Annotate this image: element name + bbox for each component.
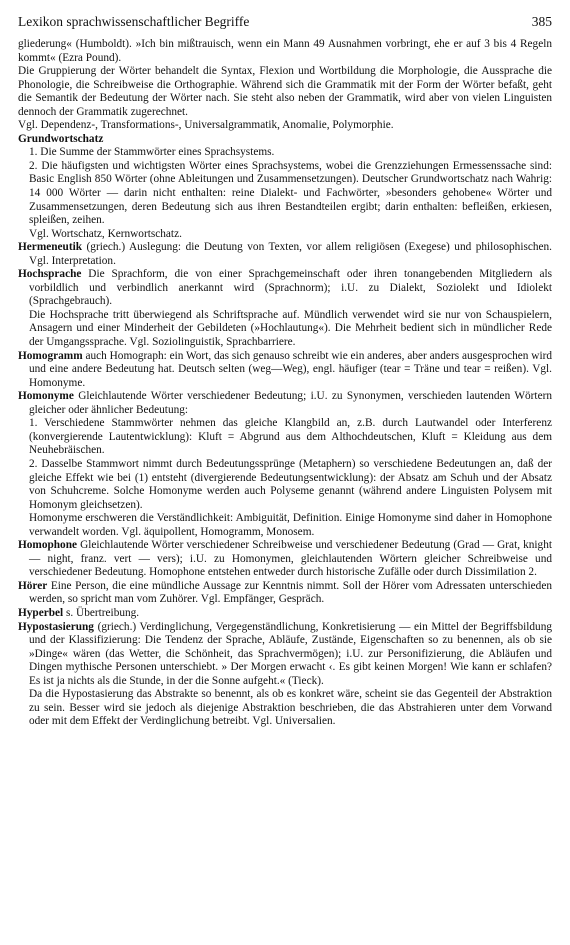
- entry-text: Hypostasierung (griech.) Verdinglichung, Vergegenständlichung, Konkretisierung — ein Mittel der Begriffsbildung und der Klassifizierung: Die Tendenz der Sprache, Abläufe, Zustände, Eigenschaften so zu benennen, als ob sie »Dinge« wären (das Wetter, die Schönheit, das Sprachvermögen); i.U. zur Personifizierung, die Abläufen und Dingen mythische Personen unterschiebt. » Der Morgen erwacht ‹. Es gibt keinen Morgen! Wie kann er schlafen? Es ist ja nichts als die Stunde, in der die Sonne aufgeht.« (Tieck).: [18, 620, 553, 687]
- entry-heading: Homophone: [18, 539, 78, 552]
- entry-homogramm: [18, 350, 552, 391]
- entry-heading: Hyperbel: [18, 606, 64, 619]
- entry-text: Homonyme erschweren die Verständlichkeit: Ambiguität, Definition. Einige Homonyme sind daher in Homophone verwandelt worden. Vgl. äquipollent, Homogramm, Monosem.: [29, 512, 552, 538]
- entry-text: Die Gruppierung der Wörter behandelt die Syntax, Flexion und Wortbildung die Morphologie, die Aussprache die Phonologie, die Schreibweise die Orthographie. Während sich die Grammatik mit der Form der Wörter befaßt, geht die Semantik der Bedeutung der Wörter nach. Sie steht also neben der Grammatik, wird aber von vielen Linguisten dennoch der Grammatik zugerechnet.: [18, 65, 552, 118]
- entry-text: 1. Die Summe der Stammwörter eines Sprachsystems.: [29, 146, 275, 159]
- entry-text: Vgl. Wortschatz, Kernwortschatz.: [29, 227, 182, 240]
- entry-heading: Homogramm: [18, 349, 83, 362]
- entry-heading: Hörer: [18, 579, 48, 592]
- entry-text: Hörer Eine Person, die eine mündliche Aussage zur Kenntnis nimmt. Soll der Hörer vom Adressaten unterschieden werden, so spricht man vom Zuhörer. Vgl. Empfänger, Gespräch.: [18, 579, 552, 606]
- entry-text: 1. Verschiedene Stammwörter nehmen das gleiche Klangbild an, z.B. durch Lautwandel oder Interferenz (konvergierende Lautentwicklung): Kluft = Abgrund aus dem Althochdeutschen, Kluft = Kleidung aus dem Neuhebräischen.: [29, 417, 552, 457]
- entry-grundwortschatz: [18, 133, 552, 241]
- entry-text: Da die Hypostasierung das Abstrakte so benennt, als ob es konkret wäre, scheint sie das Gegenteil der Abstraktion zu sein. Besser wird sie jedoch als diejenige Abstraktion beschrieben, die das Abstrahieren unter dem Vorwand oder mit dem Effekt der Verdinglichung betreibt. Vgl. Universalien.: [29, 688, 552, 728]
- entry-text: Hyperbel s. Übertreibung.: [18, 606, 140, 619]
- entry-hypostasierung: [18, 621, 552, 729]
- entry-text: Homophone Gleichlautende Wörter verschiedener Schreibweise und verschiedener Bedeutung (Grad — Grat, knight — night, franz. vert — vers); i.U. zu Homonymen, gleichlautenden Wörtern gleicher Schreibweise und verschiedener Bedeutung. Homophone entstehen entweder durch historische Zufälle oder durch Dissimilation 2.: [18, 539, 552, 579]
- entry-heading: Homonyme: [18, 390, 74, 403]
- entry-continuation: [18, 38, 552, 133]
- entry-heading: Hypostasierung: [18, 620, 94, 633]
- entry-hyperbel: [18, 607, 552, 621]
- entry-hoerer: [18, 580, 552, 607]
- running-head: [18, 14, 552, 30]
- entry-text: Homonyme Gleichlautende Wörter verschiedener Bedeutung; i.U. zu Synonymen, verschieden lautenden Wörtern gleicher oder ähnlicher Bedeutung:: [18, 390, 552, 416]
- running-title: Lexikon sprachwissenschaftlicher Begriffe: [18, 14, 250, 29]
- entry-homonyme: [18, 390, 552, 539]
- entry-hermeneutik: [18, 241, 552, 268]
- entry-text: Vgl. Dependenz-, Transformations-, Universalgrammatik, Anomalie, Polymorphie.: [18, 119, 394, 132]
- entry-hochsprache: [18, 268, 552, 349]
- entry-text: gliederung« (Humboldt). »Ich bin mißtrauisch, wenn ein Mann 49 Ausnahmen vorbringt, ehe er auf 3 bis 4 Regeln kommt« (Ezra Pound).: [18, 38, 552, 64]
- entry-text: Hermeneutik (griech.) Auslegung: die Deutung von Texten, vor allem religiösen (Exegese) und philosophischen. Vgl. Interpretation.: [18, 241, 552, 267]
- entry-text: Die Hochsprache tritt überwiegend als Schriftsprache auf. Mündlich verwendet wird sie nur von Schauspielern, Ansagern und einer Minderheit der Gebildeten (»Hochlautung«). Die Mehrheit bedient sich in mündlicher Rede der Umgangssprache. Vgl. Soziolinguistik, Sprachbarriere.: [29, 308, 552, 349]
- entry-heading: Grundwortschatz: [18, 132, 104, 145]
- entry-heading: Hermeneutik: [18, 241, 83, 254]
- entry-text: Homogramm auch Homograph: ein Wort, das sich genauso schreibt wie ein anderes, aber anders ausgesprochen wird und eine andere Bedeutung hat. Deutsch selten (weg—Weg), engl. häufiger (tear = Träne und tear = reißen). Vgl. Homonyme.: [18, 349, 552, 389]
- entry-heading: Hochsprache: [18, 268, 82, 281]
- page-number: 385: [531, 14, 552, 29]
- entry-text: Hochsprache Die Sprachform, die von einer Sprachgemeinschaft oder ihren tonangebenden Mitgliedern als vorbildlich und verbindlich anerkannt wird (Sprachnorm); i.U. zu Dialekt, Soziolekt und Idiolekt (Sprachgebrauch).: [18, 268, 552, 308]
- entry-homophone: [18, 539, 552, 580]
- entry-text: 2. Dasselbe Stammwort nimmt durch Bedeutungssprünge (Metaphern) so verschiedene Bedeutungen an, daß der gleiche Effekt wie bei (1) entsteht (divergierende Bedeutungsentwicklung): der Absatz am Schuh und der Absatz von Schuhcreme. Solche Homonyme werden auch Polyseme genannt (während andere Linguisten Polysem mit Homonym gleichsetzen).: [29, 457, 552, 511]
- entry-text: 2. Die häufigsten und wichtigsten Wörter eines Sprachsystems, wobei die Grenzziehungen Ermessenssache sind: Basic English 850 Wörter (ohne Ableitungen und Zusammensetzungen). Deutscher Grundwortschatz nach Wahrig: 14 000 Wörter — darin nicht enthalten: reine Dialekt- und Fachwörter, »besonders gehobene« Wörter und Zusammensetzungen, deren Bedeutung sich aus ihren Bestandteilen ergibt; darin enthalten: befleißen, erkiesen, spleißen, zeihen.: [29, 159, 552, 227]
